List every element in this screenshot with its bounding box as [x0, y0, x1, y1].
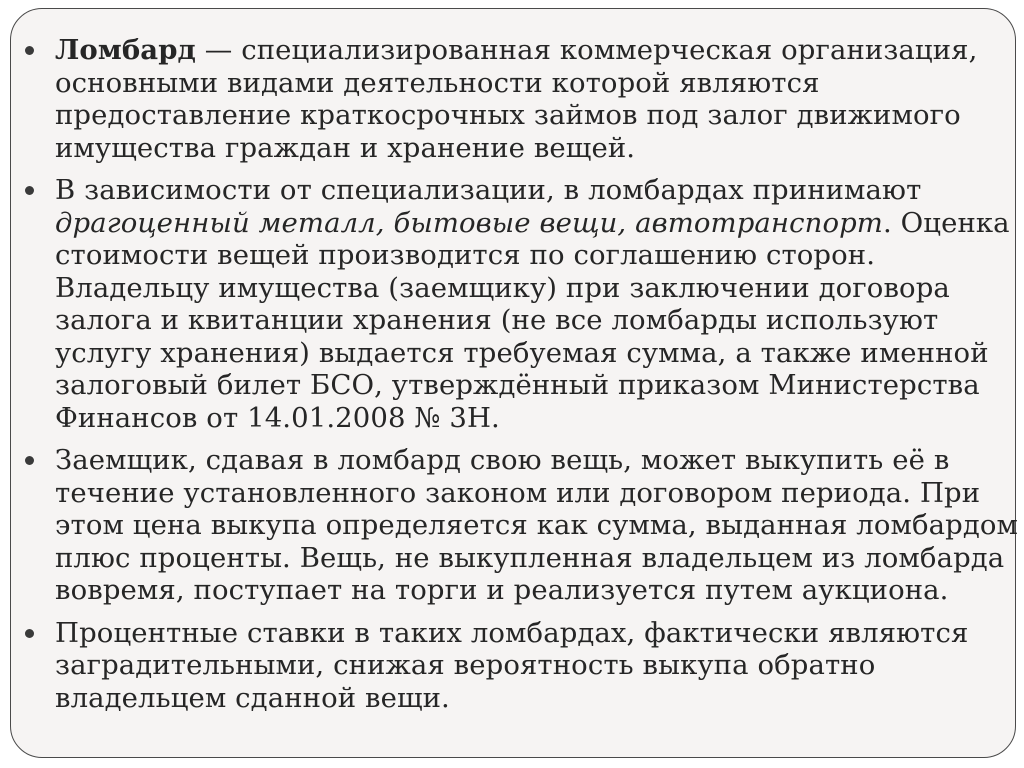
- line-text: Финансов от 14.01.2008 № 3Н.: [55, 401, 500, 434]
- line-text: этом цена выкупа определяется как сумма, выданная ломбардом: [55, 509, 1019, 541]
- bullet-line: [55, 174, 982, 207]
- line-text: плюс проценты. Вещь, не выкупленная владельцем из ломбарда: [55, 541, 1005, 574]
- bullet-line: [55, 509, 1019, 542]
- bullet-line: [55, 444, 982, 477]
- bullet-line: [55, 682, 982, 715]
- bullet-line: [55, 239, 982, 272]
- bullet-item: [22, 617, 982, 715]
- bullet-list: [22, 34, 1019, 724]
- line-text: Владельцу имущества (заемщику) при заключении договора: [55, 271, 950, 304]
- bullet-item: [22, 174, 1010, 434]
- line-text: течение установленного законом или договором периода. При: [55, 476, 981, 509]
- bullet-item: [22, 444, 1019, 607]
- emphasized-text: драгоценный металл, бытовые вещи, автотранспорт: [55, 206, 883, 239]
- bullet-line: [55, 369, 982, 402]
- line-text: Заемщик, сдавая в ломбард свою вещь, может выкупить её в: [55, 444, 950, 476]
- bullet-line: [55, 206, 1010, 240]
- bullet-line: [55, 67, 982, 100]
- line-text: основными видами деятельности которой являются: [55, 66, 820, 99]
- bullet-line: [55, 132, 982, 165]
- bullet-line: [55, 272, 982, 305]
- bullet-dot-icon: [25, 186, 34, 195]
- line-text: вовремя, поступает на торги и реализуется путем аукциона.: [55, 574, 949, 606]
- bullet-line: [55, 477, 982, 510]
- line-text: . Оценка: [882, 206, 1010, 239]
- line-text: — специализированная коммерческая организация,: [195, 34, 978, 66]
- defined-term: Ломбард: [55, 34, 196, 66]
- bullet-dot-icon: [25, 629, 34, 638]
- line-text: Процентные ставки в таких ломбардах, фактически являются: [55, 616, 969, 649]
- bullet-line: [55, 649, 982, 682]
- bullet-line: [55, 402, 982, 435]
- bullet-dot-icon: [25, 456, 34, 465]
- bullet-line: [55, 574, 982, 607]
- line-text: В зависимости от специализации, в ломбардах принимают: [55, 174, 922, 206]
- line-text: заградительными, снижая вероятность выкупа обратно: [55, 649, 876, 681]
- bullet-line: [55, 541, 1005, 575]
- bullet-line: [55, 617, 982, 650]
- bullet-line: [55, 336, 989, 370]
- bullet-dot-icon: [25, 46, 34, 55]
- line-text: имущества граждан и хранение вещей.: [55, 131, 636, 164]
- line-text: залога и квитанции хранения (не все ломбарды используют: [55, 304, 939, 336]
- line-text: владельцем сданной вещи.: [55, 681, 450, 714]
- bullet-line: [55, 99, 982, 132]
- line-text: услугу хранения) выдается требуемая сумма, а также именной: [55, 336, 989, 369]
- line-text: предоставление краткосрочных займов под залог движимого: [55, 99, 961, 131]
- line-text: залоговый билет БСО, утверждённый приказом Министерства: [55, 369, 980, 401]
- bullet-line: [55, 34, 982, 67]
- bullet-line: [55, 304, 982, 337]
- line-text: стоимости вещей производится по соглашению сторон.: [55, 239, 876, 271]
- bullet-item: [22, 34, 982, 164]
